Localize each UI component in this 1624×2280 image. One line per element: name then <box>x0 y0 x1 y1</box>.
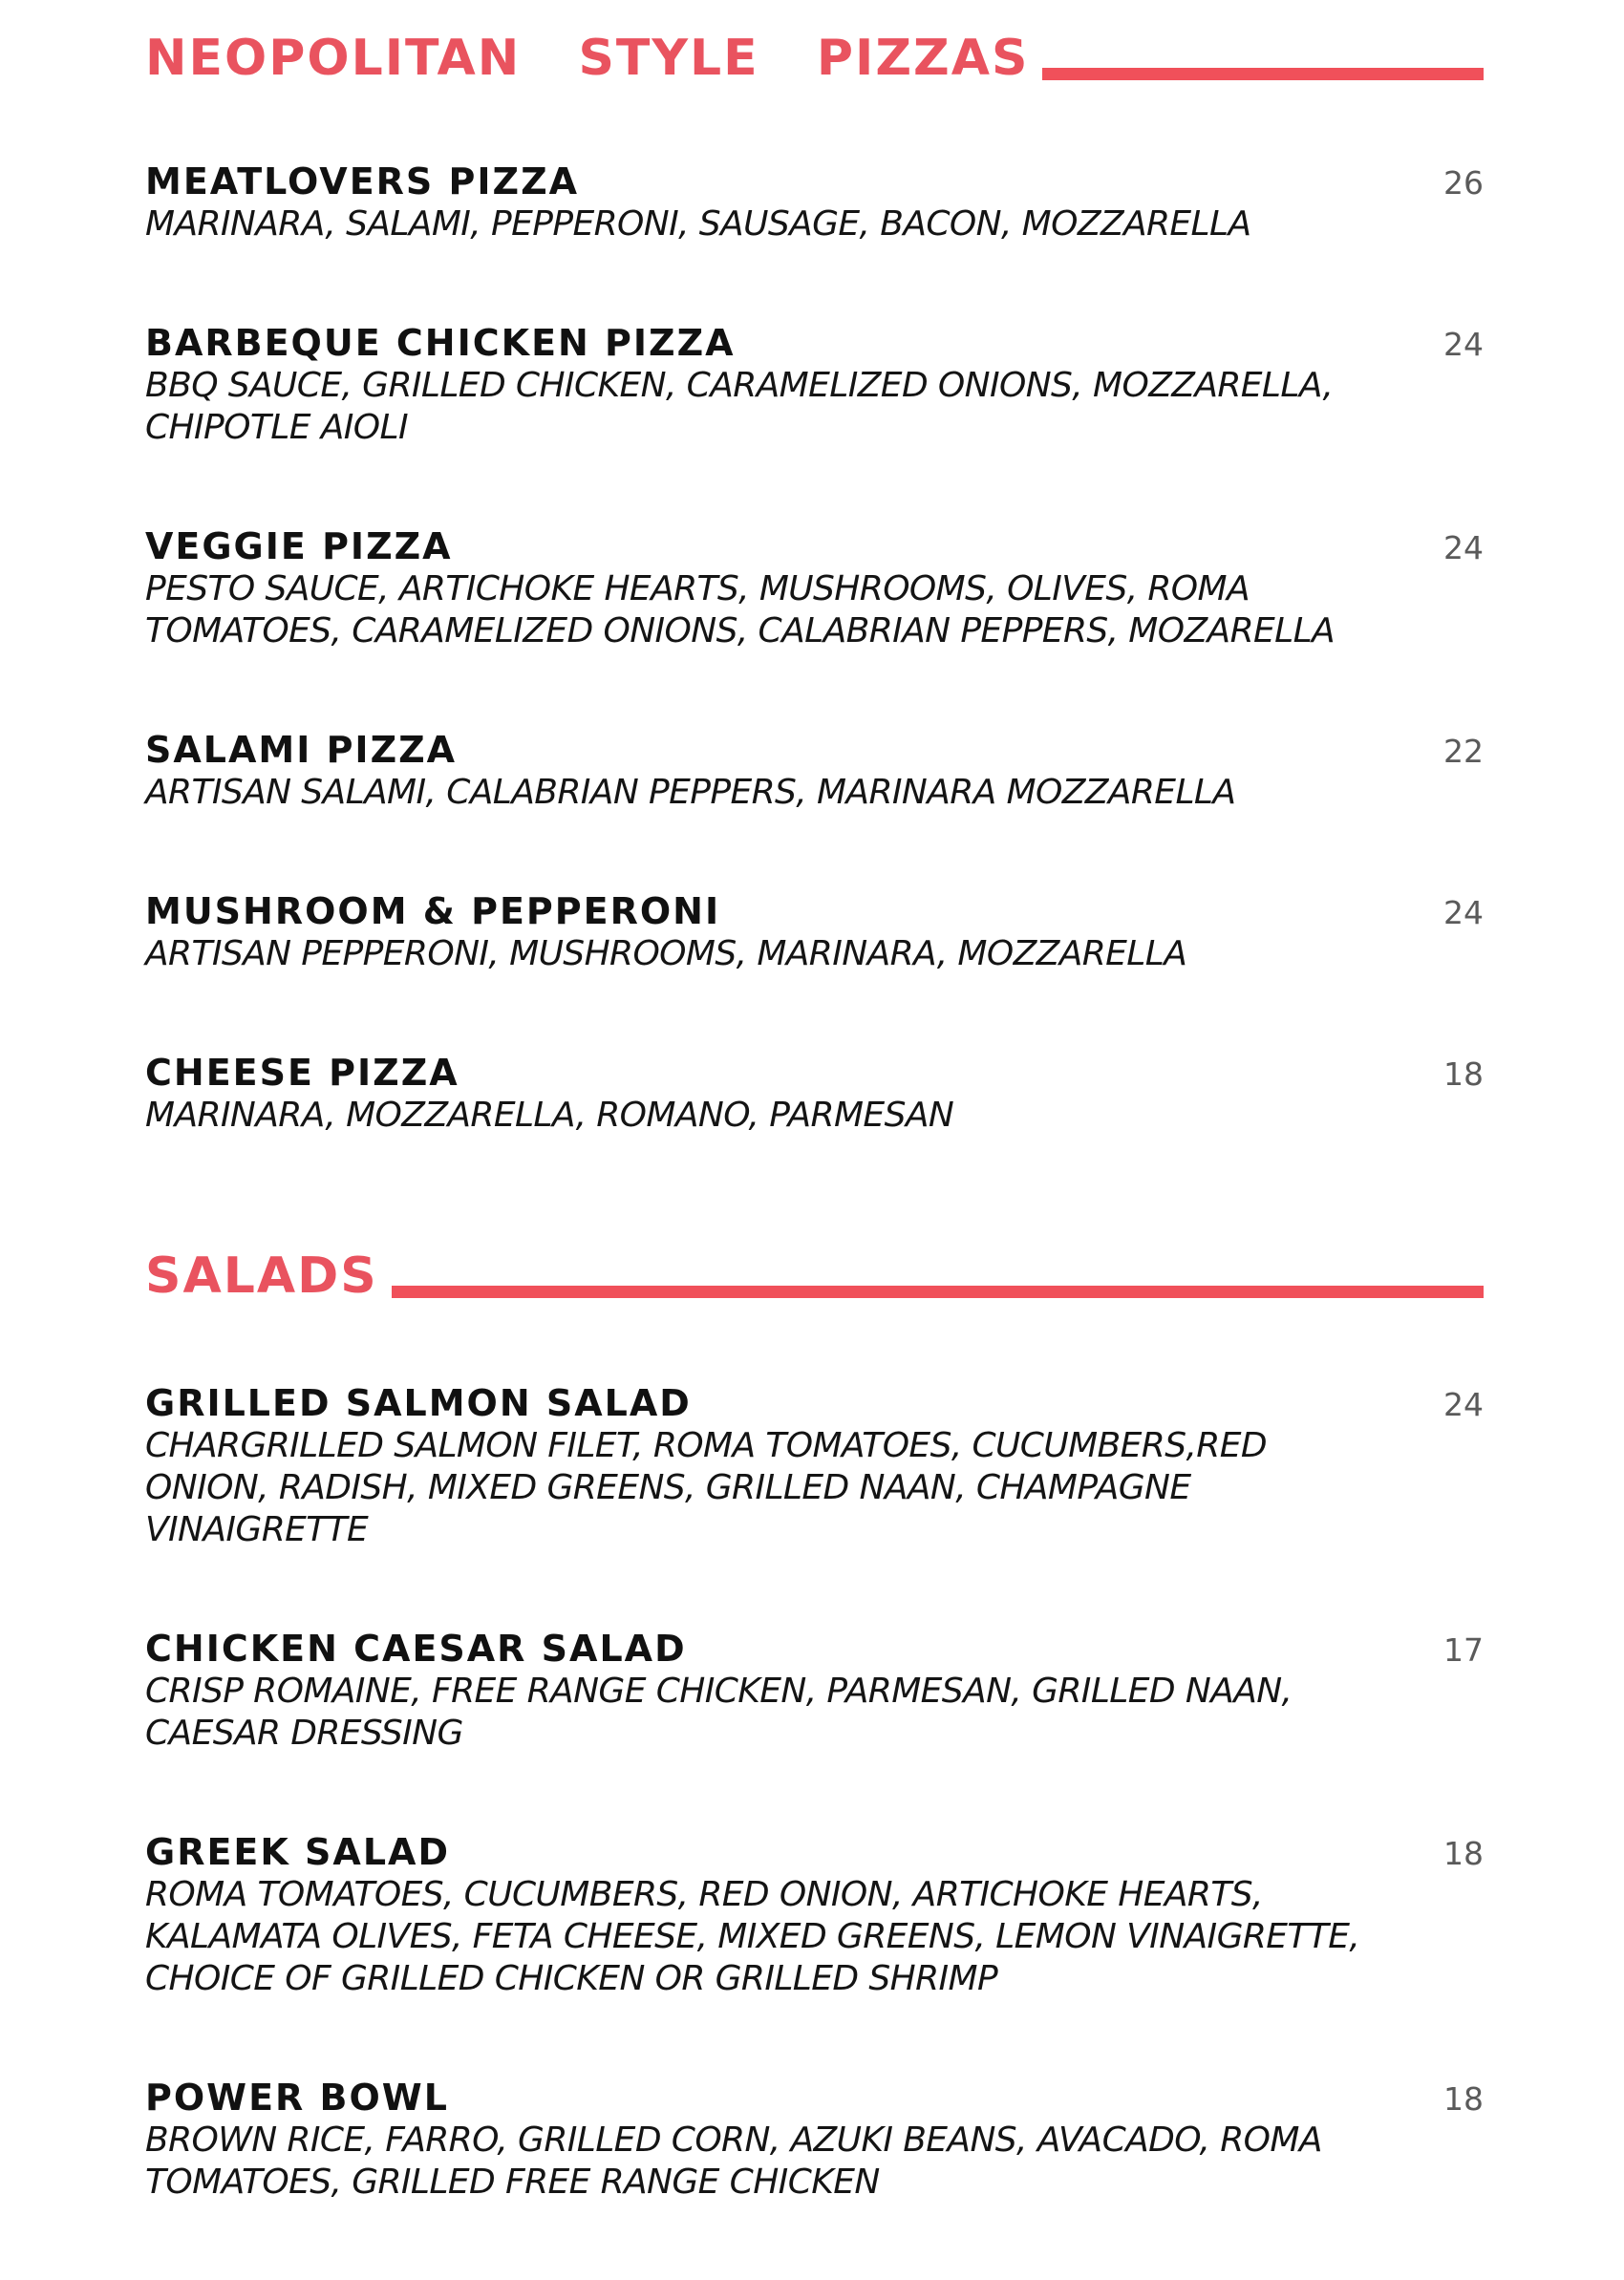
item-description <box>145 1671 1425 1755</box>
section-title: SALADS <box>145 1247 378 1305</box>
item-description-line: ARTISAN PEPPERONI, MUSHROOMS, MARINARA, MOZZARELLA <box>145 934 1187 973</box>
item-description-line: ARTISAN SALAMI, CALABRIAN PEPPERS, MARINARA MOZZARELLA <box>145 773 1236 812</box>
item-description-line: CHOICE OF GRILLED CHICKEN OR GRILLED SHRIMP <box>145 1959 998 1998</box>
item-description <box>145 1425 1425 1551</box>
item-description <box>145 568 1425 652</box>
section-header-pizzas <box>145 26 1484 87</box>
section-divider <box>1042 68 1484 80</box>
item-description-line: ONION, RADISH, MIXED GREENS, GRILLED NAAN, CHAMPAGNE <box>145 1468 1191 1507</box>
menu-item <box>145 1382 1484 1551</box>
item-price: 24 <box>1443 326 1484 363</box>
item-description-line: PESTO SAUCE, ARTICHOKE HEARTS, MUSHROOMS, OLIVES, ROMA <box>145 569 1250 608</box>
item-description-line: CAESAR DRESSING <box>145 1714 463 1753</box>
item-name: GRILLED SALMON SALAD <box>145 1382 692 1424</box>
menu-item <box>145 890 1484 975</box>
pizza-list <box>145 160 1484 1213</box>
item-price: 18 <box>1443 1835 1484 1872</box>
item-description <box>145 933 1425 975</box>
menu-item <box>145 1831 1484 2000</box>
item-name: POWER BOWL <box>145 2077 449 2119</box>
item-name: CHEESE PIZZA <box>145 1052 459 1094</box>
item-description-line: MARINARA, MOZZARELLA, ROMANO, PARMESAN <box>145 1096 954 1135</box>
menu-item <box>145 1052 1484 1137</box>
item-description-line: MARINARA, SALAMI, PEPPERONI, SAUSAGE, BACON, MOZZARELLA <box>145 204 1251 244</box>
item-description-line: ROMA TOMATOES, CUCUMBERS, RED ONION, ARTICHOKE HEARTS, <box>145 1875 1263 1914</box>
menu-item <box>145 322 1484 449</box>
item-description <box>145 203 1425 245</box>
item-description-line: CRISP ROMAINE, FREE RANGE CHICKEN, PARMESAN, GRILLED NAAN, <box>145 1672 1293 1711</box>
item-description-line: BROWN RICE, FARRO, GRILLED CORN, AZUKI BEANS, AVACADO, ROMA <box>145 2120 1322 2160</box>
section-header-salads <box>145 1244 1484 1305</box>
item-price: 22 <box>1443 733 1484 770</box>
item-price: 17 <box>1443 1631 1484 1669</box>
item-description <box>145 1874 1425 2000</box>
menu-item <box>145 1628 1484 1755</box>
item-description-line: KALAMATA OLIVES, FETA CHEESE, MIXED GREENS, LEMON VINAIGRETTE, <box>145 1917 1360 1956</box>
item-description-line: BBQ SAUCE, GRILLED CHICKEN, CARAMELIZED ONIONS, MOZZARELLA, <box>145 366 1334 405</box>
item-price: 24 <box>1443 1386 1484 1423</box>
item-description <box>145 1095 1425 1137</box>
item-description-line: VINAIGRETTE <box>145 1510 369 1549</box>
item-description-line: TOMATOES, CARAMELIZED ONIONS, CALABRIAN PEPPERS, MOZARELLA <box>145 611 1336 650</box>
item-name: BARBEQUE CHICKEN PIZZA <box>145 322 736 364</box>
item-price: 18 <box>1443 1055 1484 1093</box>
item-description-line: CHIPOTLE AIOLI <box>145 408 408 447</box>
section-title: NEOPOLITAN STYLE PIZZAS <box>145 30 1030 87</box>
item-name: VEGGIE PIZZA <box>145 525 453 567</box>
salad-list <box>145 1382 1484 2280</box>
item-description-line: TOMATOES, GRILLED FREE RANGE CHICKEN <box>145 2163 880 2202</box>
item-name: GREEK SALAD <box>145 1831 450 1873</box>
menu-item <box>145 160 1484 245</box>
item-price: 24 <box>1443 529 1484 566</box>
item-price: 18 <box>1443 2080 1484 2118</box>
item-description-line: CHARGRILLED SALMON FILET, ROMA TOMATOES, CUCUMBERS,RED <box>145 1426 1267 1465</box>
menu-item <box>145 729 1484 814</box>
item-name: MUSHROOM & PEPPERONI <box>145 890 721 932</box>
item-description <box>145 772 1425 814</box>
menu-item <box>145 525 1484 652</box>
item-description <box>145 2120 1425 2204</box>
item-name: CHICKEN CAESAR SALAD <box>145 1628 687 1670</box>
item-price: 26 <box>1443 164 1484 202</box>
item-price: 24 <box>1443 894 1484 931</box>
item-name: MEATLOVERS PIZZA <box>145 160 580 202</box>
item-description <box>145 365 1425 449</box>
menu-item <box>145 2077 1484 2204</box>
item-name: SALAMI PIZZA <box>145 729 458 771</box>
section-divider <box>392 1286 1484 1298</box>
